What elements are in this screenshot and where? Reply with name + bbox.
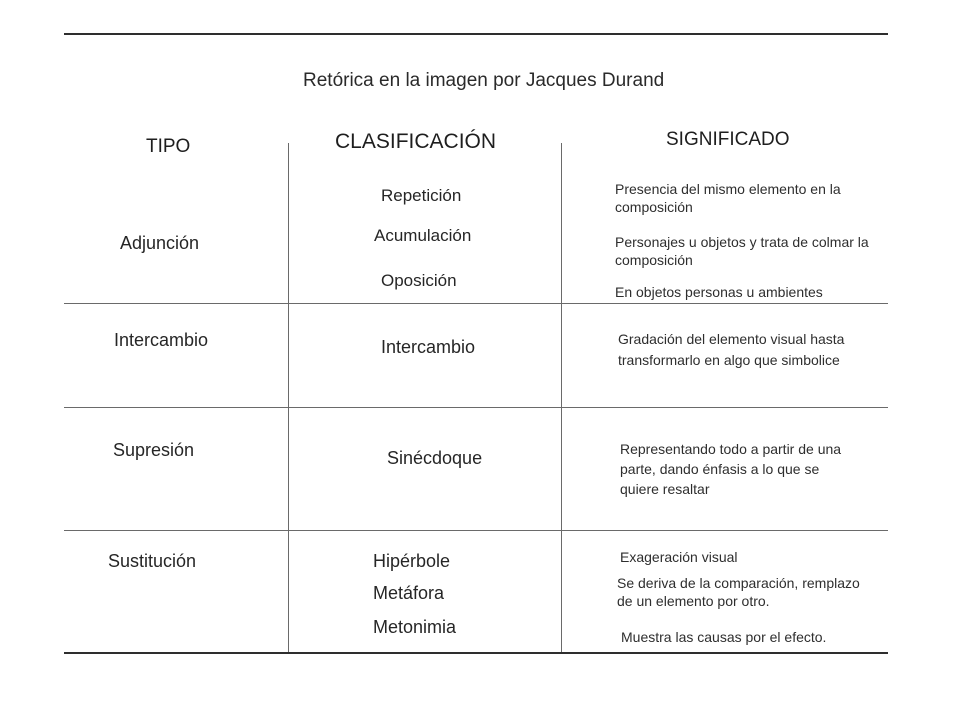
- row-3-clasificacion-1: Sinécdoque: [387, 448, 483, 468]
- row-1-significado-3: En objetos personas u ambientes: [615, 284, 823, 300]
- row-4-clasificacion-3: Metonimia: [373, 617, 457, 637]
- row-4-clasificacion-2: Metáfora: [373, 583, 445, 603]
- row-1-clasificacion-1: Repetición: [381, 186, 462, 205]
- top-border: [64, 33, 888, 35]
- column-divider-2: [561, 143, 562, 653]
- page-title: Retórica en la imagen por Jacques Durand: [303, 70, 665, 91]
- row-4-significado-1: Exageración visual: [620, 549, 738, 565]
- bottom-border: [64, 652, 888, 654]
- header-significado: SIGNIFICADO: [666, 129, 790, 150]
- row-divider-2: [64, 407, 888, 408]
- row-1-clasificacion-3: Oposición: [381, 271, 457, 290]
- row-3-tipo: Supresión: [113, 440, 195, 460]
- row-2-tipo: Intercambio: [114, 330, 209, 350]
- column-divider-1: [288, 143, 289, 653]
- row-2-significado-1: Gradación del elemento visual hasta transformarlo en algo que simbolice: [618, 331, 845, 368]
- row-1-significado-2: Personajes u objetos y trata de colmar la composición: [615, 234, 869, 268]
- row-4-significado-3: Muestra las causas por el efecto.: [621, 629, 827, 645]
- row-1-clasificacion-2: Acumulación: [374, 226, 472, 245]
- row-1-tipo: Adjunción: [120, 233, 200, 253]
- row-2-clasificacion-1: Intercambio: [381, 337, 476, 357]
- row-divider-1: [64, 303, 888, 304]
- row-4-clasificacion-1: Hipérbole: [373, 551, 451, 571]
- header-tipo: TIPO: [146, 136, 191, 157]
- row-4-significado-2: Se deriva de la comparación, remplazo de un elemento por otro.: [617, 575, 860, 609]
- row-3-significado-1: Representando todo a partir de una parte, dando énfasis a lo que se quiere resaltar: [620, 441, 842, 497]
- row-4-tipo: Sustitución: [108, 551, 197, 571]
- row-1-significado-1: Presencia del mismo elemento en la composición: [615, 181, 841, 215]
- header-clasificacion: CLASIFICACIÓN: [335, 130, 497, 153]
- row-divider-3: [64, 530, 888, 531]
